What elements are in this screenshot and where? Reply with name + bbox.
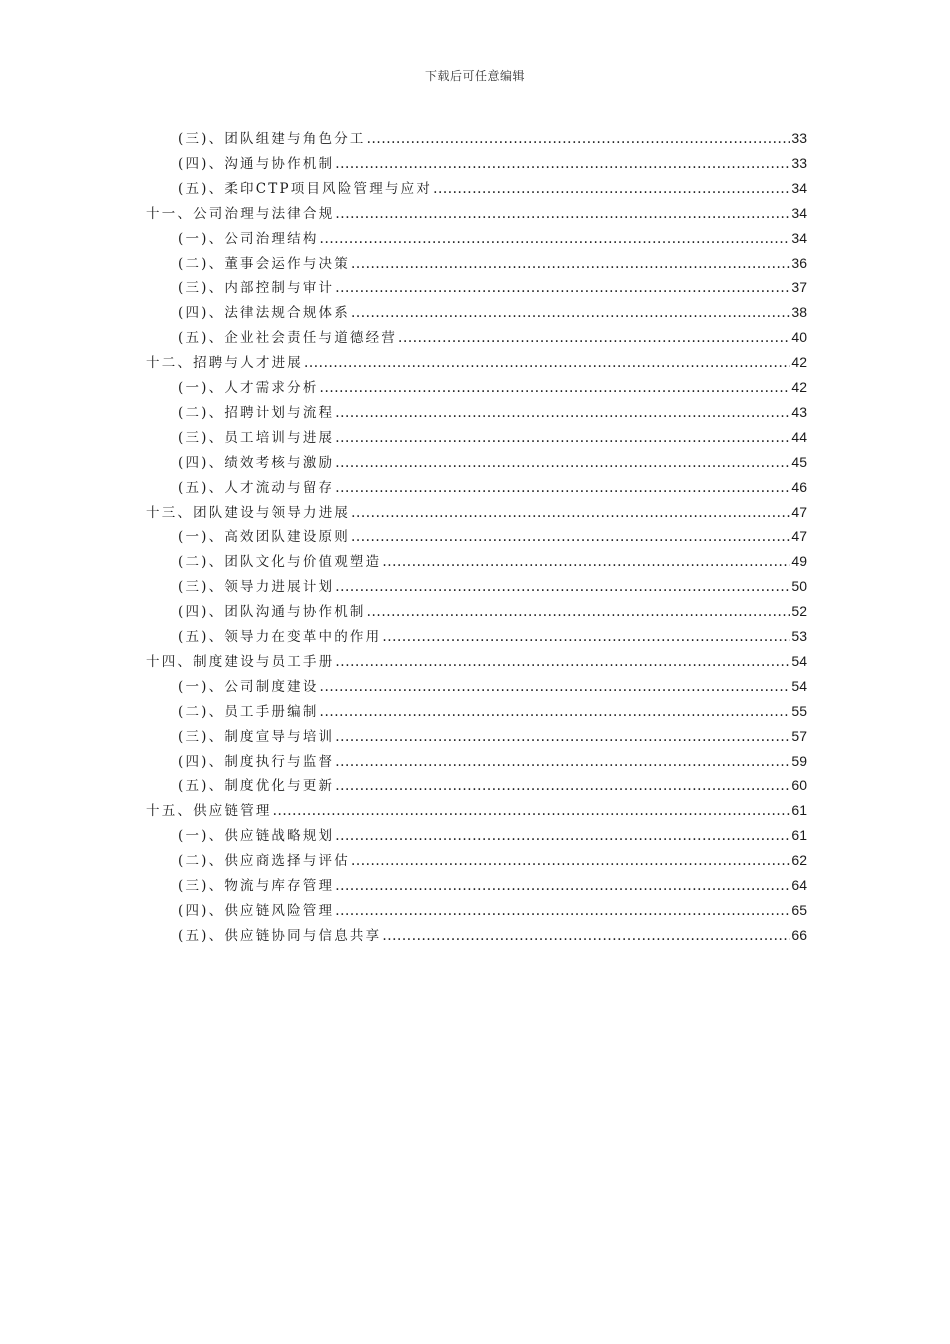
toc-entry-page-number: 34 <box>791 204 807 221</box>
toc-dot-leader <box>320 376 791 400</box>
toc-section-entry[interactable] <box>178 873 807 897</box>
toc-section-entry[interactable] <box>178 724 807 748</box>
toc-dot-leader <box>351 501 790 525</box>
toc-chapter-entry[interactable] <box>146 500 807 524</box>
toc-entry-title: (一)、供应链战略规划 <box>178 828 335 845</box>
toc-entry-page-number: 45 <box>791 453 807 470</box>
toc-entry-title: (二)、董事会运作与决策 <box>178 255 350 272</box>
toc-entry-page-number: 33 <box>791 130 807 146</box>
toc-section-entry[interactable] <box>178 749 807 773</box>
toc-entry-title: (二)、供应商选择与评估 <box>178 853 350 870</box>
toc-section-entry[interactable] <box>178 275 807 299</box>
toc-dot-leader <box>351 252 790 276</box>
toc-entry-page-number: 33 <box>791 154 807 171</box>
toc-entry-page-number: 42 <box>791 354 807 371</box>
toc-dot-leader <box>335 202 790 226</box>
toc-entry-page-number: 61 <box>791 827 807 844</box>
toc-entry-page-number: 61 <box>791 802 807 819</box>
toc-entry-title: (一)、公司制度建设 <box>178 678 319 695</box>
toc-dot-leader <box>335 874 790 898</box>
page-header: 下载后可任意编辑 <box>424 69 525 83</box>
toc-entry-title: (四)、沟通与协作机制 <box>178 155 335 172</box>
toc-dot-leader <box>351 525 790 549</box>
toc-section-entry[interactable] <box>178 773 807 797</box>
toc-chapter-entry[interactable] <box>146 201 807 225</box>
toc-entry-title: (一)、高效团队建设原则 <box>178 529 350 546</box>
toc-chapter-entry[interactable] <box>146 350 807 374</box>
toc-entry-title: (三)、团队组建与角色分工 <box>178 131 366 147</box>
toc-entry-title: (三)、内部控制与审计 <box>178 280 335 297</box>
toc-section-entry[interactable] <box>178 624 807 648</box>
toc-entry-page-number: 52 <box>791 603 807 620</box>
toc-entry-page-number: 42 <box>791 379 807 395</box>
toc-entry-title: (三)、物流与库存管理 <box>178 878 335 894</box>
toc-entry-page-number: 37 <box>791 279 807 296</box>
toc-entry-title: (二)、团队文化与价值观塑造 <box>178 554 382 571</box>
toc-dot-leader <box>367 600 791 624</box>
toc-entry-page-number: 46 <box>791 478 807 495</box>
toc-dot-leader <box>351 301 790 325</box>
toc-entry-title: 十四、制度建设与员工手册 <box>146 653 335 670</box>
toc-entry-title: (五)、领导力在变革中的作用 <box>178 629 382 645</box>
toc-section-entry[interactable] <box>178 898 807 922</box>
toc-dot-leader <box>335 426 790 450</box>
toc-dot-leader <box>320 700 791 724</box>
toc-dot-leader <box>273 799 791 823</box>
toc-section-entry[interactable] <box>178 450 807 474</box>
toc-entry-page-number: 66 <box>791 926 807 943</box>
toc-entry-page-number: 36 <box>791 254 807 271</box>
toc-dot-leader <box>382 550 790 574</box>
toc-entry-title: 十五、供应链管理 <box>146 803 272 820</box>
toc-entry-title: 十一、公司治理与法律合规 <box>146 205 335 222</box>
toc-dot-leader <box>335 725 790 749</box>
toc-dot-leader <box>382 924 790 948</box>
toc-dot-leader <box>335 824 790 848</box>
toc-entry-page-number: 49 <box>791 553 807 570</box>
toc-entry-page-number: 62 <box>791 852 807 869</box>
toc-dot-leader <box>335 401 790 425</box>
toc-dot-leader <box>335 476 790 500</box>
toc-section-entry[interactable] <box>178 475 807 499</box>
toc-entry-title: (四)、制度执行与监督 <box>178 753 335 770</box>
toc-entry-title: (三)、制度宣导与培训 <box>178 728 335 745</box>
toc-section-entry[interactable] <box>178 251 807 275</box>
toc-entry-page-number: 59 <box>791 752 807 769</box>
toc-section-entry[interactable] <box>178 226 807 250</box>
toc-entry-title: (二)、员工手册编制 <box>178 703 319 720</box>
toc-entry-page-number: 55 <box>791 702 807 719</box>
toc-chapter-entry[interactable] <box>146 649 807 673</box>
toc-entry-title: (三)、领导力进展计划 <box>178 579 335 596</box>
toc-entry-title: (一)、人才需求分析 <box>178 380 319 396</box>
toc-dot-leader <box>335 774 790 798</box>
toc-entry-page-number: 43 <box>791 403 807 420</box>
toc-entry-page-number: 47 <box>791 528 807 545</box>
toc-section-entry[interactable] <box>178 549 807 573</box>
toc-chapter-entry[interactable] <box>146 798 807 822</box>
toc-dot-leader <box>335 650 790 674</box>
toc-section-entry[interactable] <box>178 574 807 598</box>
toc-dot-leader <box>320 227 791 251</box>
toc-entry-title: (四)、供应链风险管理 <box>178 902 335 919</box>
toc-entry-title: 十二、招聘与人才进展 <box>146 355 303 372</box>
toc-section-entry[interactable] <box>178 848 807 872</box>
toc-entry-page-number: 44 <box>791 428 807 445</box>
toc-dot-leader <box>382 625 790 649</box>
toc-entry-title: (五)、企业社会责任与道德经营 <box>178 330 398 347</box>
toc-entry-page-number: 53 <box>791 628 807 644</box>
toc-section-entry[interactable] <box>178 325 807 349</box>
toc-section-entry[interactable] <box>178 400 807 424</box>
toc-section-entry[interactable] <box>178 699 807 723</box>
toc-entry-title: (四)、绩效考核与激励 <box>178 454 335 471</box>
toc-dot-leader <box>398 326 790 350</box>
toc-entry-title: (三)、员工培训与进展 <box>178 429 335 446</box>
toc-dot-leader <box>304 351 790 375</box>
toc-entry-title: (五)、人才流动与留存 <box>178 479 335 496</box>
toc-entry-page-number: 34 <box>791 179 807 196</box>
toc-dot-leader <box>335 276 790 300</box>
toc-dot-leader <box>351 849 790 873</box>
toc-entry-title: (五)、柔印CTP项目风险管理与应对 <box>178 180 433 197</box>
toc-section-entry[interactable] <box>178 599 807 623</box>
toc-entry-title: (五)、制度优化与更新 <box>178 778 335 795</box>
toc-entry-page-number: 47 <box>791 503 807 520</box>
toc-entry-page-number: 38 <box>791 304 807 321</box>
toc-entry-title: (四)、团队沟通与协作机制 <box>178 604 366 621</box>
toc-entry-page-number: 57 <box>791 727 807 744</box>
toc-section-entry[interactable] <box>178 300 807 324</box>
toc-dot-leader <box>367 127 791 151</box>
toc-entry-page-number: 64 <box>791 877 807 893</box>
toc-entry-page-number: 34 <box>791 229 807 246</box>
toc-section-entry[interactable] <box>178 524 807 548</box>
toc-entry-page-number: 54 <box>791 677 807 694</box>
toc-entry-title: (一)、公司治理结构 <box>178 230 319 247</box>
toc-dot-leader <box>335 750 790 774</box>
toc-entry-title: (二)、招聘计划与流程 <box>178 404 335 421</box>
toc-entry-page-number: 54 <box>791 652 807 669</box>
toc-entry-page-number: 65 <box>791 901 807 918</box>
toc-section-entry[interactable] <box>178 425 807 449</box>
toc-section-entry[interactable] <box>178 674 807 698</box>
toc-entry-page-number: 40 <box>791 329 807 346</box>
toc-entry-page-number: 50 <box>791 578 807 595</box>
toc-dot-leader <box>335 152 790 176</box>
toc-entry-page-number: 60 <box>791 777 807 794</box>
toc-entry-title: 十三、团队建设与领导力进展 <box>146 504 351 521</box>
toc-entry-title: (四)、法律法规合规体系 <box>178 305 350 322</box>
toc-dot-leader <box>335 575 790 599</box>
toc-section-entry[interactable] <box>178 375 807 399</box>
toc-section-entry[interactable] <box>178 126 807 150</box>
toc-dot-leader <box>335 451 790 475</box>
toc-section-entry[interactable] <box>178 151 807 175</box>
toc-entry-title: (五)、供应链协同与信息共享 <box>178 927 382 944</box>
toc-section-entry[interactable] <box>178 923 807 947</box>
toc-dot-leader <box>335 899 790 923</box>
toc-section-entry[interactable] <box>178 176 807 200</box>
toc-dot-leader <box>320 675 791 699</box>
toc-section-entry[interactable] <box>178 823 807 847</box>
toc-dot-leader <box>433 177 790 201</box>
